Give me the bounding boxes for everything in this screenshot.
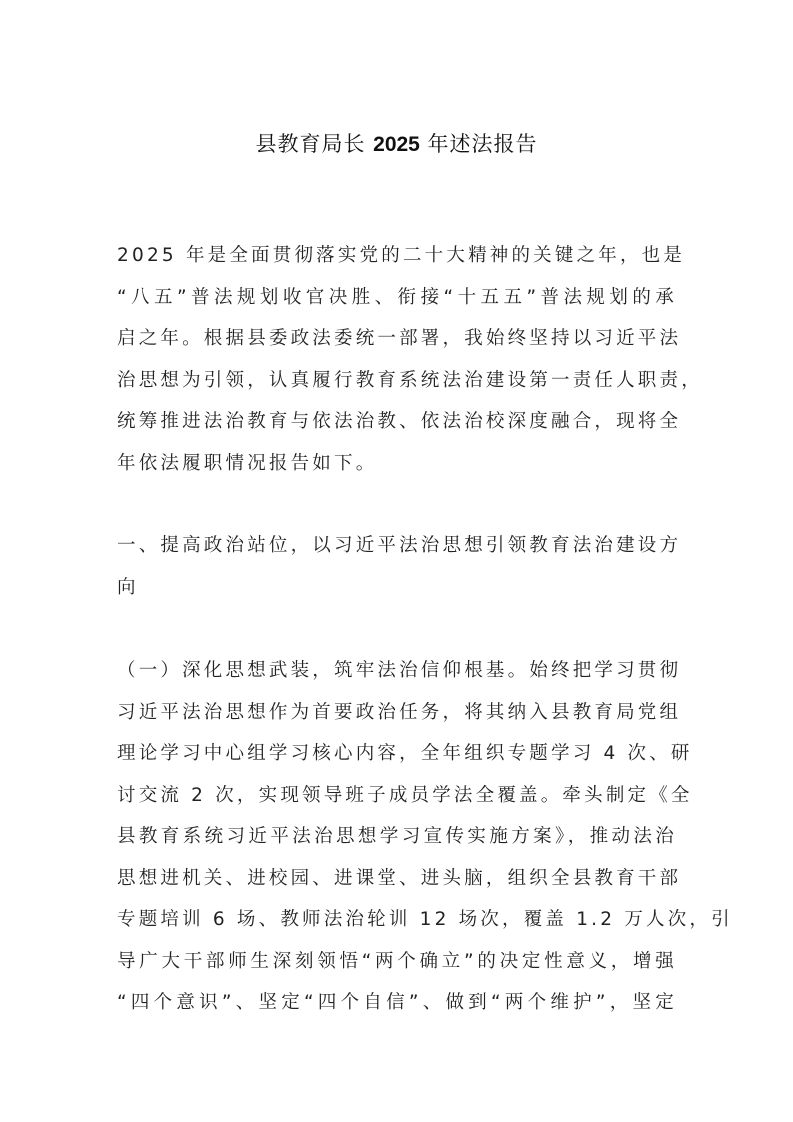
paragraph-line: （一）深化思想武装，筑牢法治信仰根基。始终把学习贯彻 [117,660,682,681]
paragraph-line: 年依法履职情况报告如下。 [117,452,378,474]
heading-line: 一、提高政治站位，以习近平法治思想引领教育法治建设方 [117,535,682,556]
paragraph-line: 理论学习中心组学习核心内容，全年组织专题学习 4 次、研 [117,743,693,764]
title-year: 2025 [373,133,420,156]
paragraph-line: 统筹推进法治教育与依法治教、依法治校深度融合，现将全 [117,411,682,432]
paragraph-line: 导广大干部师生深刻领悟“两个确立”的决定性意义，增强 [117,950,677,972]
paragraph-line: 讨交流 2 次，实现领导班子成员学法全覆盖。牵头制定《全 [117,784,693,806]
title-suffix: 年述法报告 [419,132,538,156]
subsection-1-1-paragraph [117,650,733,1024]
paragraph-line: 治思想为引领，认真履行教育系统法治建设第一责任人职责， [117,369,703,391]
title-prefix: 县教育局长 [255,132,374,156]
paragraph-line: 县教育系统习近平法治思想学习宣传实施方案》，推动法治 [117,826,677,847]
paragraph-line: 2025 年是全面贯彻落实党的二十大精神的关键之年，也是 [117,245,686,266]
paragraph-line: “四个意识”、坚定“四个自信”、做到“两个维护”，坚定 [117,992,677,1013]
paragraph-line: 习近平法治思想作为首要政治任务，将其纳入县教育局党组 [117,701,682,723]
intro-paragraph [117,235,703,484]
paragraph-line: 启之年。根据县委政法委统一部署，我始终坚持以习近平法 [117,328,682,349]
paragraph-line: 思想进机关、进校园、进课堂、进头脑，组织全县教育干部 [117,867,682,889]
heading-line: 向 [117,576,139,598]
section-1-heading [117,525,682,608]
document-title [0,128,793,158]
paragraph-line: “八五”普法规划收官决胜、衔接“十五五”普法规划的承 [117,286,677,308]
paragraph-line: 专题培训 6 场、教师法治轮训 12 场次，覆盖 1.2 万人次，引 [117,909,733,930]
